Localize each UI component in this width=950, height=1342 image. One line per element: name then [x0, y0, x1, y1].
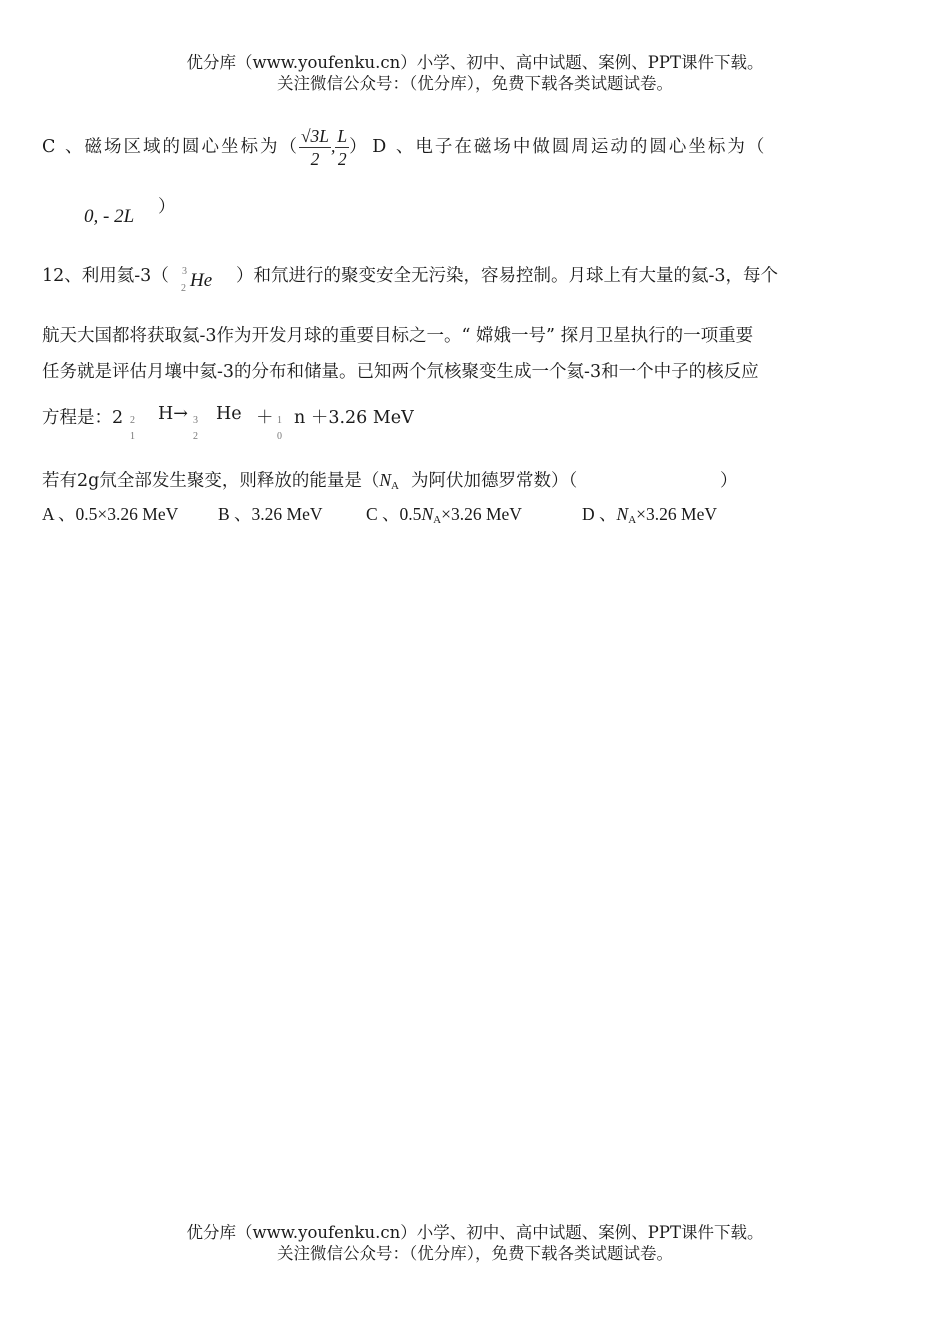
q12-eq-he-z: 2 [193, 431, 198, 442]
q12-question [42, 467, 577, 492]
q12-option-c-A: A [433, 514, 442, 526]
q11-frac2-denominator: 2 [337, 149, 347, 169]
q11-option-c-fraction-2 [335, 125, 349, 170]
q12-option-c-N: N [421, 504, 434, 524]
q12-eq-he-mass: 3 [193, 415, 198, 426]
q11-option-d-close: ） [158, 197, 176, 217]
q12-equation-prefix: 方程是：2 [42, 408, 124, 428]
q12-option-d-b: ×3.26 MeV [636, 504, 717, 524]
header-line-2: 关注微信公众号：（优分库），免费下载各类试题试卷。 [277, 74, 673, 93]
q12-helium-symbol [178, 266, 228, 296]
q12-eq-h-mass: 2 [130, 415, 135, 426]
q12-line-2: 航天大国都将获取氦-3作为开发月球的重要目标之一。“ 嫦娥一号” 探月卫星执行的一项重要 [42, 326, 754, 346]
q12-eq-plus: ＋ [256, 408, 274, 428]
q12-eq-h: H→ [158, 404, 188, 424]
q11-option-c-close: ） [349, 137, 367, 157]
q12-he-sym: He [190, 270, 213, 291]
footer-line-2: 关注微信公众号：（优分库），免费下载各类试题试卷。 [277, 1244, 673, 1263]
q12-eq-n-z: 0 [277, 431, 282, 442]
q12-he-z: 2 [181, 283, 186, 294]
q11-option-d-prefix: D 、电子在磁场中做圆周运动的圆心坐标为（ [372, 137, 767, 157]
header-line-1: 优分库（www.youfenku.cn）小学、初中、高中试题、案例、PPT课件下载。 [186, 53, 764, 72]
q12-line-1b: ）和氘进行的聚变安全无污染，容易控制。月球上有大量的氦-3，每个 [236, 266, 779, 286]
q11-option-d-value: 0, - 2L [84, 206, 135, 227]
q11-option-c [42, 120, 766, 172]
q12-line-1a: 12、利用氦-3（ [42, 266, 169, 286]
q12-option-c [366, 501, 522, 526]
q11-option-c-fraction-1 [299, 125, 331, 170]
q12-eq-he: He [216, 404, 242, 424]
q12-option-c-a: C 、0.5 [366, 504, 422, 524]
q12-option-d [582, 501, 717, 526]
q12-option-d-N: N [616, 504, 629, 524]
q12-option-a: A 、0.5×3.26 MeV [42, 504, 179, 524]
q12-option-c-b: ×3.26 MeV [441, 504, 522, 524]
q11-frac2-numerator: L [337, 126, 348, 146]
q12-option-b: B 、3.26 MeV [218, 504, 323, 524]
q12-he-mass: 3 [182, 266, 187, 277]
footer-line-1: 优分库（www.youfenku.cn）小学、初中、高中试题、案例、PPT课件下载。 [186, 1223, 764, 1242]
q12-eq-n-mass: 1 [277, 415, 282, 426]
q12-answer-close: ） [720, 471, 738, 491]
q12-line-3: 任务就是评估月壤中氦-3的分布和储量。已知两个氘核聚变生成一个氦-3和一个中子的核反应 [42, 362, 759, 382]
q11-frac1-denominator: 2 [310, 149, 320, 169]
q12-na-N: N [379, 470, 392, 490]
q12-question-b: 为阿伏加德罗常数）（ [410, 471, 578, 491]
q12-option-d-A: A [628, 514, 637, 526]
q11-frac1-numerator: √3L [300, 126, 330, 146]
q12-option-d-a: D 、 [582, 504, 617, 524]
q12-eq-n: n ＋3.26 MeV [294, 408, 414, 428]
q12-eq-h-z: 1 [130, 431, 135, 442]
q12-na-A: A [391, 480, 399, 492]
q11-option-c-prefix: C 、磁场区域的圆心坐标为（ [42, 137, 299, 157]
q11-frac-comma: , [331, 136, 336, 156]
q12-question-a: 若有2g氘全部发生聚变，则释放的能量是（ [42, 471, 380, 491]
